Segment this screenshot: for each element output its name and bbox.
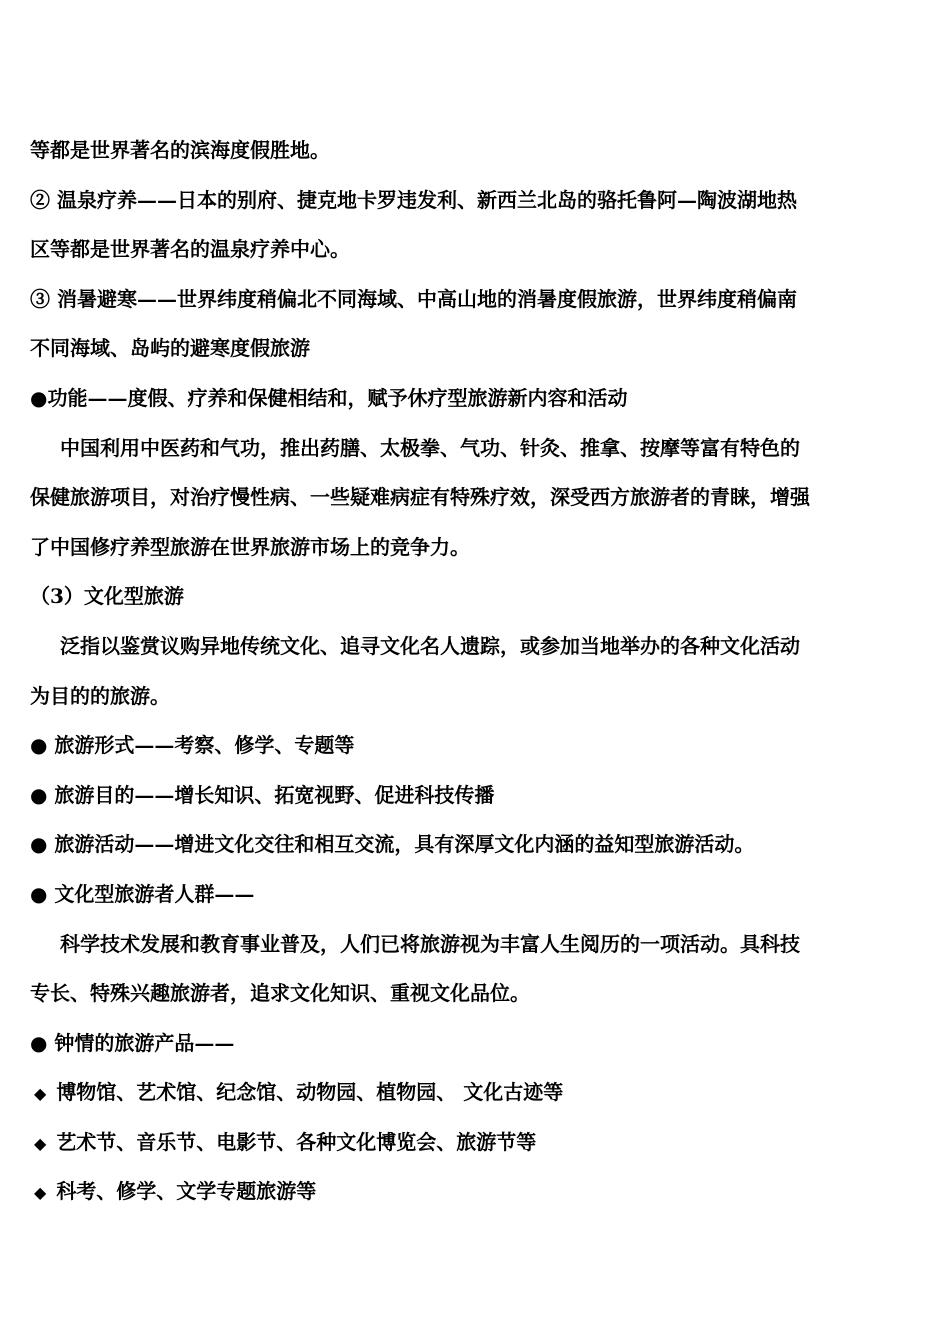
diamond-list-item [30,1167,906,1217]
bullet-line: ● 钟情的旅游产品—— [30,1030,235,1055]
diamond-bullet-icon: ◆ [34,1133,47,1153]
diamond-item-text: 艺术节、音乐节、电影节、各种文化博览会、旅游节等 [56,1129,537,1154]
diamond-item-text: 科考、修学、文学专题旅游等 [56,1179,317,1204]
diamond-list-item [30,1118,906,1168]
bullet-line: ● 旅游形式——考察、修学、专题等 [30,733,355,758]
document-page [30,126,906,1217]
bullet-line: ● 旅游活动——增进文化交往和相互交流，具有深厚文化内涵的益知型旅游活动。 [30,832,755,857]
text-line: 为目的的旅游。 [30,683,170,708]
paragraph-first-line: 科学技术发展和教育事业普及，人们已将旅游视为丰富人生阅历的一项活动。具科技 [60,931,800,956]
paragraph-first-line: 泛指以鉴赏议购异地传统文化、追寻文化名人遗踪，或参加当地举办的各种文化活动 [60,633,800,658]
text-line: 区等都是世界著名的温泉疗养中心。 [30,237,350,262]
diamond-bullet-icon: ◆ [34,1084,47,1104]
diamond-bullet-icon: ◆ [34,1183,47,1203]
paragraph-first-line: 中国利用中医药和气功，推出药膳、太极拳、气功、针灸、推拿、按摩等富有特色的 [60,435,800,460]
text-line: ② 温泉疗养——日本的别府、捷克地卡罗违发利、新西兰北岛的骆托鲁阿—陶波湖地热 [30,187,797,212]
text-line: 了中国修疗养型旅游在世界旅游市场上的竞争力。 [30,534,470,559]
text-line: 专长、特殊兴趣旅游者，追求文化知识、重视文化品位。 [30,981,530,1006]
text-line: 保健旅游项目，对治疗慢性病、一些疑难病症有特殊疗效，深受西方旅游者的青睐，增强 [30,485,810,510]
bullet-line: ● 旅游目的——增长知识、拓宽视野、促进科技传播 [30,782,495,807]
section-heading: （3）文化型旅游 [30,584,184,609]
text-line: ③ 消暑避寒——世界纬度稍偏北不同海域、中高山地的消暑度假旅游，世界纬度稍偏南 [30,286,797,311]
text-line: 等都是世界著名的滨海度假胜地。 [30,138,330,162]
text-line: 不同海域、岛屿的避寒度假旅游 [30,336,310,361]
bullet-line: ●功能——度假、疗养和保健相结和，赋予休疗型旅游新内容和活动 [30,385,628,410]
diamond-list-item [30,1068,906,1118]
diamond-item-text: 博物馆、艺术馆、纪念馆、动物园、植物园、 文化古迹等 [56,1080,564,1105]
bullet-line: ● 文化型旅游者人群—— [30,881,255,906]
